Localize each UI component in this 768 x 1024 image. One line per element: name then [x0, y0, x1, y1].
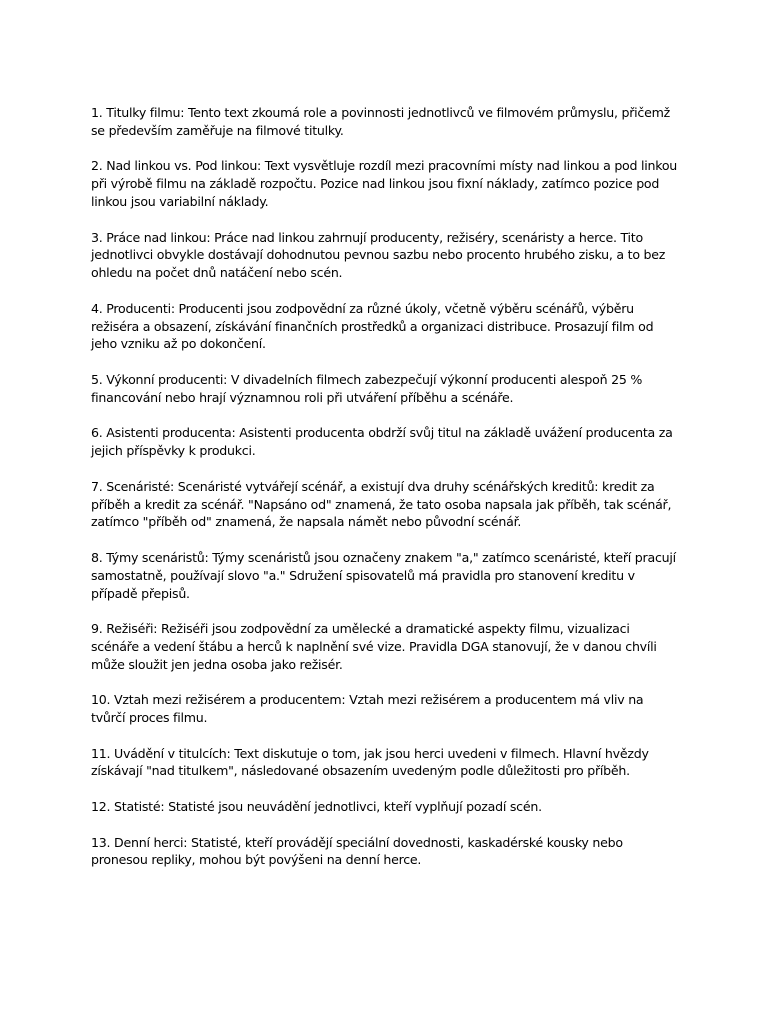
paragraph-1: 1. Titulky filmu: Tento text zkoumá role a povinnosti jednotlivců ve filmovém průmyslu, přičemž se především zaměřuje na filmové titulky.	[91, 105, 670, 138]
paragraph-9: 9. Režiséři: Režiséři jsou zodpovědní za umělecké a dramatické aspekty filmu, vizualizaci scénáře a vedení štábu a herců k naplnění své vize. Pravidla DGA stanovují, že v danou chvíli může sloužit jen jedna osoba jako režisér.	[91, 621, 657, 672]
paragraph-12: 12. Statisté: Statisté jsou neuvádění jednotlivci, kteří vyplňují pozadí scén.	[91, 799, 542, 815]
paragraph-8: 8. Týmy scenáristů: Týmy scenáristů jsou označeny znakem "a," zatímco scenáristé, kteří pracují samostatně, používají slovo "a." Sdružení spisovatelů má pravidla pro stanovení kreditu v případě přepisů.	[91, 549, 676, 601]
paragraph-7: 7. Scenáristé: Scenáristé vytvářejí scénář, a existují dva druhy scénářských kreditů: kredit za příběh a kredit za scénář. "Napsáno od" znamená, že tato osoba napsala jak příběh, tak scénář, zatímco "příběh od" znamená, že napsala námět nebo původní scénář.	[91, 478, 672, 530]
paragraph-10: 10. Vztah mezi režisérem a producentem: Vztah mezi režisérem a producentem má vliv na tvůrčí proces filmu.	[91, 692, 644, 726]
paragraph-5: 5. Výkonní producenti: V divadelních filmech zabezpečují výkonní producenti alespoň 25 % financování nebo hrají významnou roli při utváření příběhu a scénáře.	[91, 371, 643, 405]
paragraph-6: 6. Asistenti producenta: Asistenti producenta obdrží svůj titul na základě uvážení producenta za jejich příspěvky k produkci.	[91, 425, 673, 459]
paragraph-4: 4. Producenti: Producenti jsou zodpovědní za různé úkoly, včetně výběru scénářů, výběru režiséra a obsazení, získávání finančních prostředků a organizaci distribuce. Prosazují film od jeho vzniku až po dokončení.	[91, 300, 654, 352]
paragraph-11: 11. Uvádění v titulcích: Text diskutuje o tom, jak jsou herci uvedeni v filmech. Hlavní hvězdy získávají "nad titulkem", následované obsazením uvedeným podle důležitosti pro příběh.	[91, 745, 649, 779]
paragraph-2: 2. Nad linkou vs. Pod linkou: Text vysvětluje rozdíl mezi pracovními místy nad linkou a pod linkou při výrobě filmu na základě rozpočtu. Pozice nad linkou jsou fixní náklady, zatímco pozice pod linkou jsou variabilní náklady.	[91, 158, 678, 209]
document-page	[91, 104, 681, 887]
paragraph-13: 13. Denní herci: Statisté, kteří provádějí speciální dovednosti, kaskadérské kousky nebo pronesou repliky, mohou být povýšeni na denní herce.	[91, 834, 623, 868]
paragraph-3: 3. Práce nad linkou: Práce nad linkou zahrnují producenty, režiséry, scenáristy a herce. Tito jednotlivci obvykle dostávají dohodnutou pevnou sazbu nebo procento hrubého zisku, a to bez ohledu na počet dnů natáčení nebo scén.	[91, 229, 666, 281]
